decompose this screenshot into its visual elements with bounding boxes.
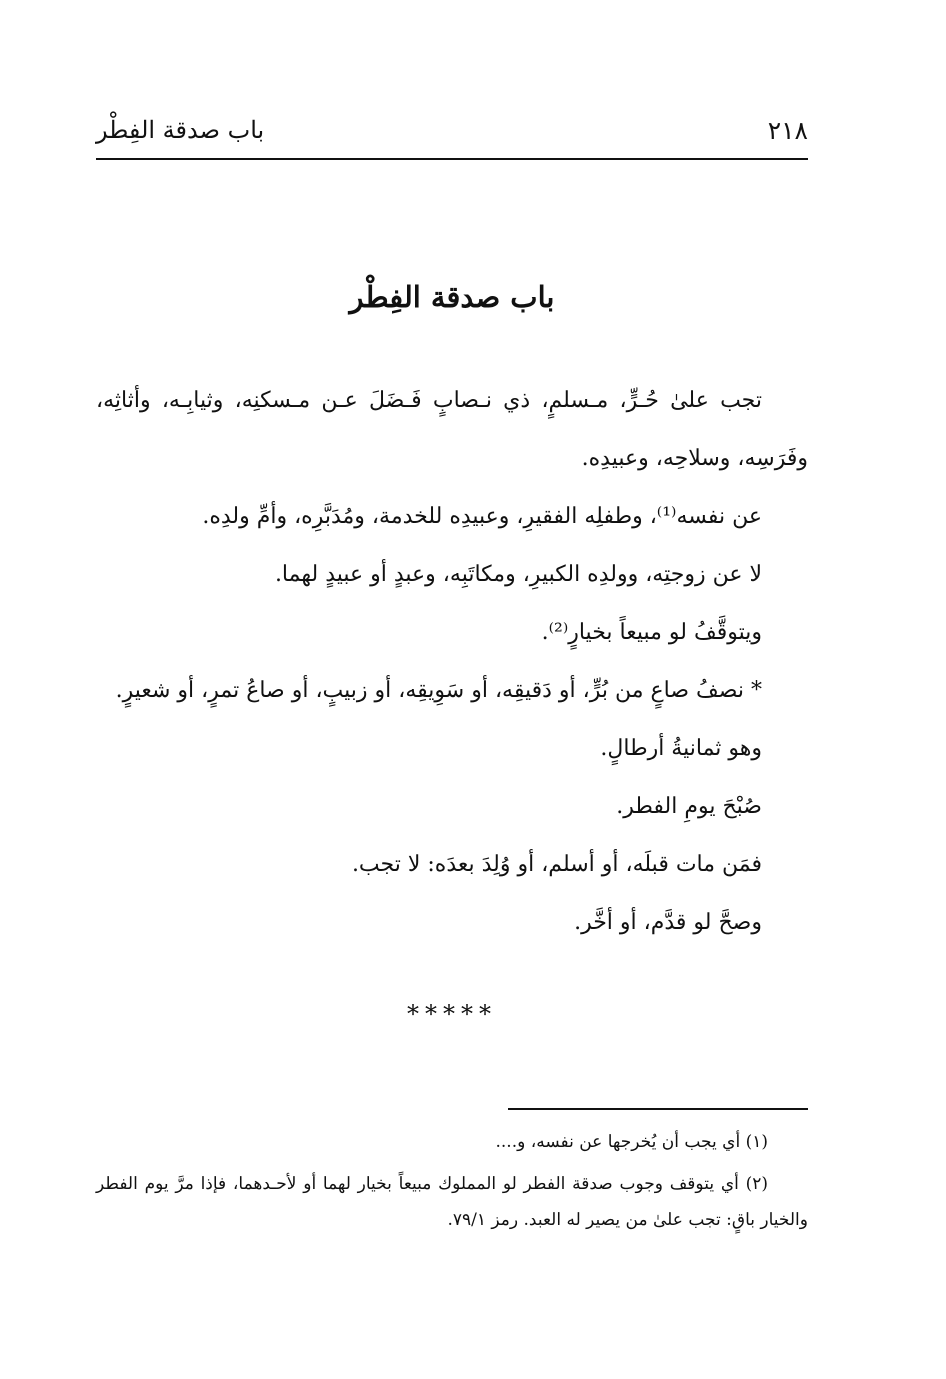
running-chapter-title: باب صدقة الفِطْر bbox=[96, 116, 265, 144]
main-text bbox=[96, 372, 808, 952]
chapter-title: باب صدقة الفِطْر bbox=[349, 280, 555, 314]
paragraph: وصحَّ لو قدَّم، أو أخَّر. bbox=[574, 910, 762, 935]
paragraph: تجب علىٰ حُـرٍّ، مـسلمٍ، ذي نـصابٍ فَـضَلَ عـن مـسكنِه، وثيابِـه، وأثاثِه، وفَرَسِه، وسلاحِه، وعبيدِه. bbox=[96, 388, 808, 471]
paragraph: لا عن زوجتِه، وولدِه الكبيرِ، ومكاتَبِه، وعبدٍ أو عبيدٍ لهما. bbox=[274, 562, 762, 587]
footnote: (٢) أي يتوقف وجوب صدقة الفطر لو المملوك مبيعاً بخيار لهما أو لأحـدهما، فإذا مرَّ يوم الفطر والخيار باقٍ: تجب علىٰ من يصير له العبد. رمز ٧٩/١. bbox=[96, 1174, 808, 1230]
paragraph: ويتوقَّفُ لو مبيعاً بخيارٍ⁽²⁾. bbox=[541, 620, 762, 645]
footnote: (١) أي يجب أن يُخرجها عن نفسه، و.... bbox=[495, 1132, 768, 1152]
footnotes bbox=[96, 1124, 808, 1244]
paragraph: عن نفسه⁽¹⁾، وطفلِه الفقيرِ، وعبيدِه للخدمة، ومُدَبَّرِه، وأمِّ ولدِه. bbox=[202, 504, 762, 529]
paragraph: وهو ثمانيةُ أرطالٍ. bbox=[600, 736, 762, 761]
section-separator: ***** bbox=[407, 1000, 497, 1028]
paragraph: * نصفُ صاعٍ من بُرٍّ، أو دَقيقِه، أو سَوِيقِه، أو زبيبٍ، أو صاعُ تمرٍ، أو شعيرٍ. bbox=[115, 678, 762, 703]
page-number: ٢١٨ bbox=[767, 116, 808, 145]
paragraph: صُبْحَ يومِ الفطر. bbox=[616, 794, 762, 819]
running-header bbox=[96, 112, 808, 160]
footnote-rule bbox=[508, 1108, 808, 1110]
paragraph: فمَن مات قبلَه، أو أسلم، أو وُلِدَ بعدَه: لا تجب. bbox=[351, 852, 762, 877]
